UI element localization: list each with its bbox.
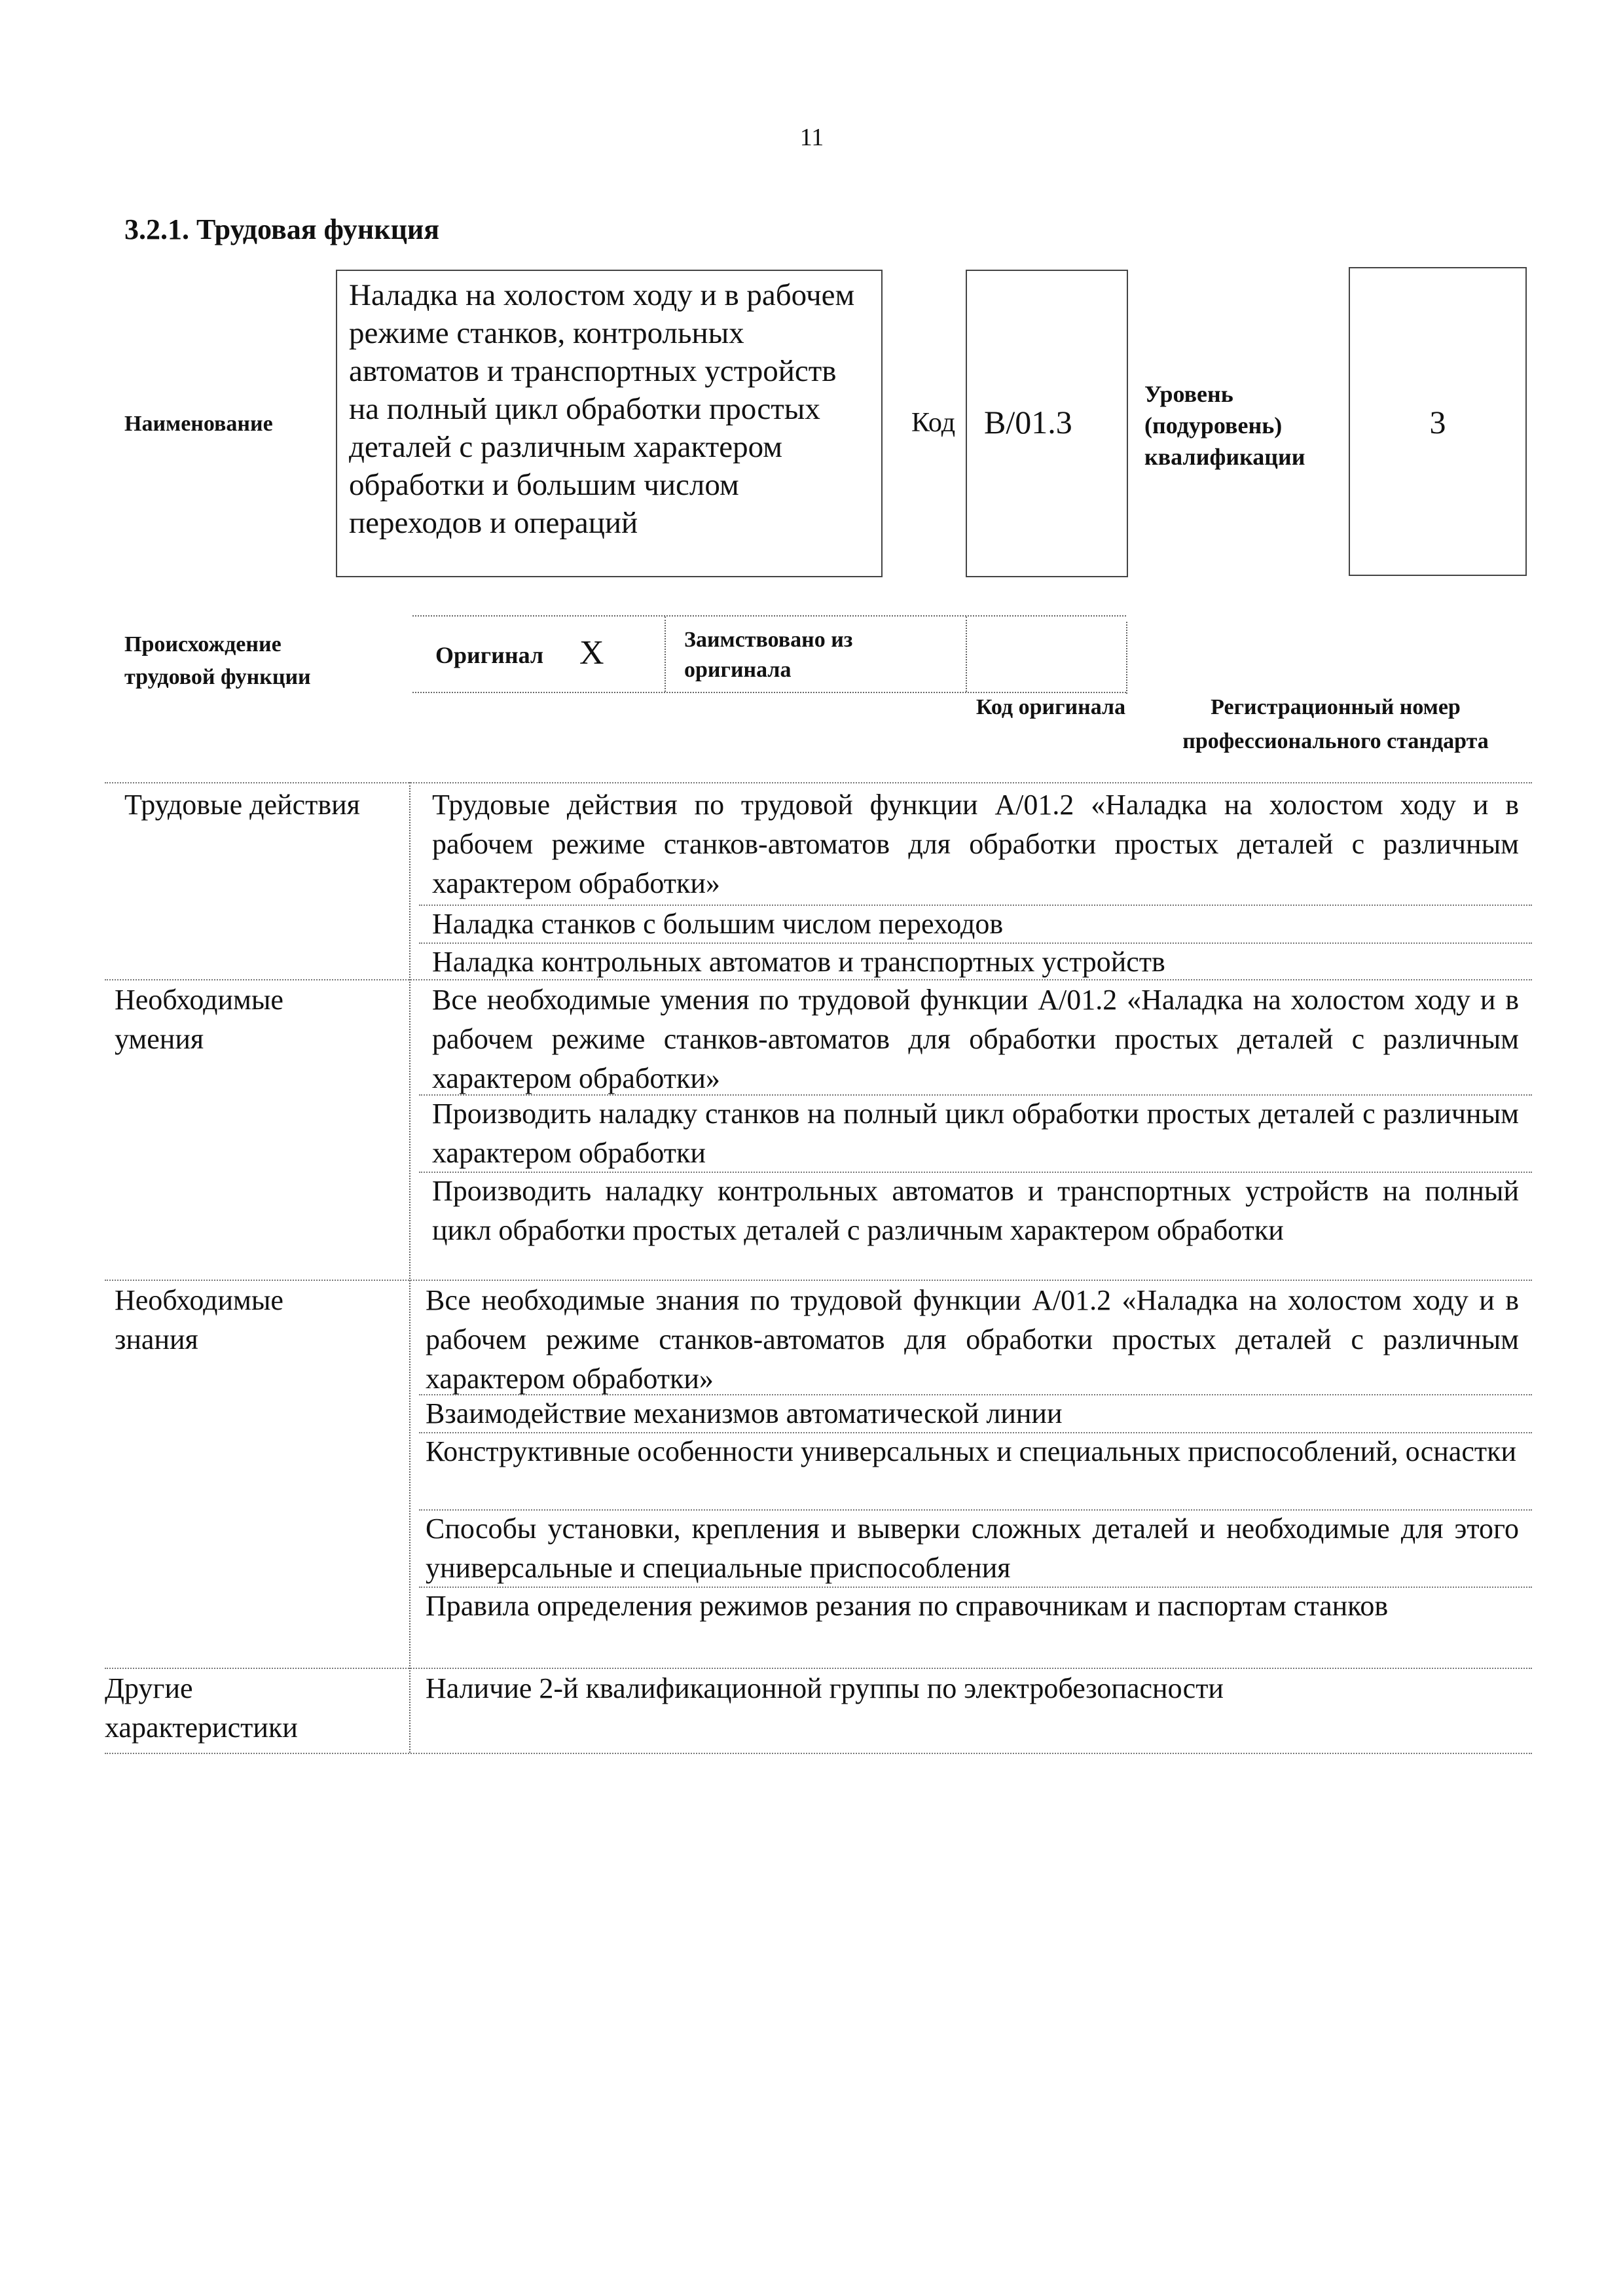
- code-box: [966, 270, 1128, 577]
- section-title: 3.2.1. Трудовая функция: [124, 213, 440, 245]
- level-label: Уровень (подуровень) квалификации: [1144, 381, 1305, 470]
- list-item: Конструктивные особенности универсальных и специальных приспособлений, оснастки: [426, 1435, 1517, 1467]
- row-label-knowledge: Необходимые знания: [115, 1284, 283, 1355]
- borrowed-label: Заимствовано из оригинала: [684, 628, 853, 682]
- code-original-caption: Код оригинала: [976, 695, 1126, 719]
- list-item: Способы установки, крепления и выверки сложных деталей и необходимые для этого универсальные и специальные приспособления: [426, 1513, 1519, 1584]
- list-item: Трудовые действия по трудовой функции А/01.2 «Наладка на холостом ходу и в рабочем режиме станков-автоматов для обработки простых деталей с различным характером обработки»: [432, 789, 1519, 899]
- original-label: Оригинал: [435, 642, 544, 668]
- list-item: Производить наладку станков на полный цикл обработки простых деталей с различным характером обработки: [432, 1098, 1519, 1169]
- reg-number-caption: Регистрационный номер профессионального стандарта: [1182, 695, 1489, 753]
- row-label-actions: Трудовые действия: [124, 789, 360, 821]
- code-value: В/01.3: [984, 404, 1072, 440]
- list-item: Наладка станков с большим числом переходов: [432, 908, 1004, 940]
- page-number: 11: [799, 124, 824, 151]
- name-value: Наладка на холостом ходу и в рабочем режиме станков, контрольных автоматов и транспортных устройств на полный цикл обработки простых деталей с различным характером обработки и большим числом переходов и операций: [336, 270, 883, 577]
- list-item: Взаимодействие механизмов автоматической линии: [426, 1397, 1063, 1429]
- row-label-other: Другие характеристики: [105, 1672, 298, 1744]
- name-label: Наименование: [124, 412, 273, 436]
- list-item: Наладка контрольных автоматов и транспортных устройств: [432, 946, 1165, 978]
- code-label: Код: [911, 408, 956, 438]
- list-item: Производить наладку контрольных автоматов и транспортных устройств на полный цикл обработки простых деталей с различным характером обработки: [432, 1175, 1519, 1246]
- list-item: Все необходимые знания по трудовой функции А/01.2 «Наладка на холостом ходу и в рабочем режиме станков-автоматов для обработки простых деталей с различным характером обработки»: [426, 1284, 1519, 1395]
- original-mark: X: [579, 634, 604, 672]
- row-label-skills: Необходимые умения: [115, 984, 283, 1055]
- level-box: [1349, 267, 1527, 576]
- level-value: 3: [1429, 404, 1446, 440]
- list-item: Правила определения режимов резания по справочникам и паспортам станков: [426, 1590, 1389, 1622]
- origin-label: Происхождение трудовой функции: [124, 632, 311, 689]
- list-item: Все необходимые умения по трудовой функции А/01.2 «Наладка на холостом ходу и в рабочем режиме станков-автоматов для обработки простых деталей с различным характером обработки»: [432, 984, 1519, 1094]
- list-item: Наличие 2-й квалификационной группы по электробезопасности: [426, 1672, 1224, 1704]
